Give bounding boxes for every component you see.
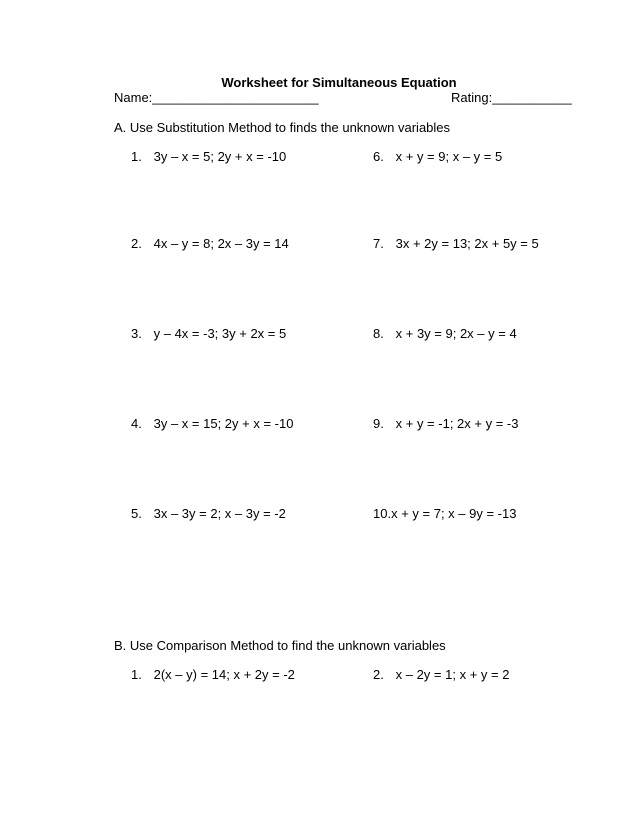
- list-item: [373, 326, 517, 342]
- list-item: [131, 326, 286, 342]
- item-number: 2.: [131, 236, 142, 251]
- list-item: [373, 506, 516, 522]
- equation: 3y – x = 15; 2y + x = -10: [153, 416, 294, 431]
- equation: 3x + 2y = 13; 2x + 5y = 5: [395, 236, 539, 251]
- list-item: [373, 149, 502, 165]
- item-number: 1.: [131, 667, 142, 682]
- equation: x + y = -1; 2x + y = -3: [395, 416, 519, 431]
- equation: 3y – x = 5; 2y + x = -10: [153, 149, 287, 164]
- equation: y – 4x = -3; 3y + 2x = 5: [153, 326, 287, 341]
- equation: x + 3y = 9; 2x – y = 4: [395, 326, 517, 341]
- equation: x – 2y = 1; x + y = 2: [395, 667, 510, 682]
- item-number: 4.: [131, 416, 142, 431]
- equation: 2(x – y) = 14; x + 2y = -2: [153, 667, 295, 682]
- item-number: 2.: [373, 667, 384, 682]
- item-number: 3.: [131, 326, 142, 341]
- list-item: [131, 149, 286, 165]
- list-item: [131, 416, 293, 432]
- list-item: [131, 667, 295, 683]
- item-number: 1.: [131, 149, 142, 164]
- list-item: [373, 236, 539, 252]
- item-number: 8.: [373, 326, 384, 341]
- list-item: [131, 236, 289, 252]
- worksheet-title: Worksheet for Simultaneous Equation: [221, 75, 457, 90]
- section-a-heading: A. Use Substitution Method to finds the unknown variables: [114, 120, 451, 135]
- rating-field: Rating:___________: [451, 90, 572, 105]
- item-number: 10.: [373, 506, 392, 521]
- list-item: [131, 506, 286, 522]
- list-item: [373, 667, 509, 683]
- name-field: Name:_______________________: [114, 90, 319, 105]
- item-number: 6.: [373, 149, 384, 164]
- equation: 4x – y = 8; 2x – 3y = 14: [153, 236, 289, 251]
- equation: x + y = 7; x – 9y = -13: [391, 506, 517, 521]
- equation: 3x – 3y = 2; x – 3y = -2: [153, 506, 286, 521]
- item-number: 9.: [373, 416, 384, 431]
- equation: x + y = 9; x – y = 5: [395, 149, 503, 164]
- section-b-heading: B. Use Comparison Method to find the unknown variables: [114, 638, 446, 653]
- item-number: 7.: [373, 236, 384, 251]
- item-number: 5.: [131, 506, 142, 521]
- list-item: [373, 416, 518, 432]
